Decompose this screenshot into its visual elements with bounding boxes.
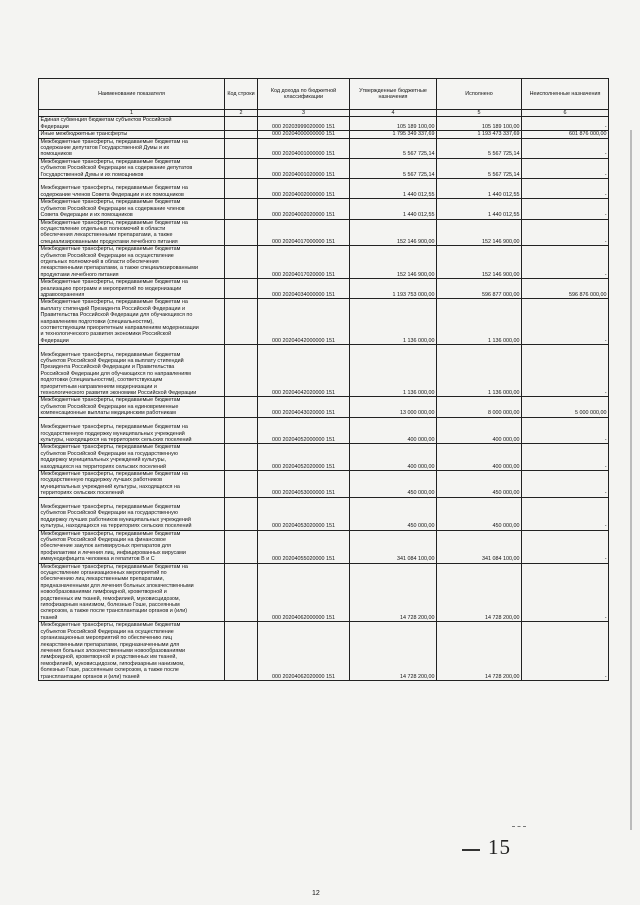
cell-code: 000 20204002020000 151 [258, 199, 350, 219]
header-executed: Исполнено [437, 79, 522, 110]
cell-code: 000 20204042020000 151 [258, 345, 350, 397]
cell-name: Единая субвенция бюджетам субъектов Российской Федерации [39, 117, 225, 131]
cell-executed: 152 146 900,00 [437, 246, 522, 279]
cell-unexecuted: - [522, 470, 609, 497]
cell-line [225, 345, 258, 397]
cell-approved: 5 567 725,14 [350, 138, 437, 158]
cell-approved: 400 000,00 [350, 444, 437, 471]
table-row [39, 131, 609, 138]
cell-executed: 450 000,00 [437, 470, 522, 497]
cell-code: 000 20204017000000 151 [258, 219, 350, 246]
cell-unexecuted: - [522, 417, 609, 444]
cell-code: 000 20204034000000 151 [258, 279, 350, 299]
cell-executed: 341 084 100,00 [437, 530, 522, 563]
table-row [39, 444, 609, 471]
cell-unexecuted: 5 000 000,00 [522, 397, 609, 417]
table-row [39, 219, 609, 246]
cell-name: Межбюджетные трансферты, передаваемые бюджетам на содержание депутатов Государственной Думы и их помощников [39, 138, 225, 158]
cell-approved: 152 146 900,00 [350, 219, 437, 246]
cell-name: Межбюджетные трансферты, передаваемые бюджетам субъектов Российской Федерации на выплату стипендий Президента Российской Федерации и Правительства Российской Федерации для обучающихся по направлениям подготовки (специальностям), соответствующим приоритетным направлениям модернизации и технологического развития экономики Российской Федерации [39, 345, 225, 397]
cell-code: 000 20204001000000 151 [258, 138, 350, 158]
cell-name: Межбюджетные трансферты, передаваемые бюджетам субъектов Российской Федерации на единовременные компенсационные выплаты медицинским работникам [39, 397, 225, 417]
table-row [39, 117, 609, 131]
page-edge-line [630, 130, 632, 830]
cell-line [225, 246, 258, 279]
cell-approved: 105 189 100,00 [350, 117, 437, 131]
table-row [39, 158, 609, 178]
cell-name: Межбюджетные трансферты, передаваемые бюджетам субъектов Российской Федерации на государственную поддержку муниципальных учреждений культуры, находящихся на территориях сельских поселений [39, 444, 225, 471]
cell-executed: 1 440 012,55 [437, 199, 522, 219]
budget-report-table [38, 78, 609, 681]
page-number: 12 [312, 890, 320, 897]
header-row [39, 79, 609, 110]
cell-unexecuted: - [522, 444, 609, 471]
cell-code: 000 20204062020000 151 [258, 622, 350, 681]
cell-unexecuted: - [522, 563, 609, 622]
cell-executed: 400 000,00 [437, 444, 522, 471]
cell-line [225, 417, 258, 444]
cell-executed: 8 000 000,00 [437, 397, 522, 417]
cell-executed: 14 728 200,00 [437, 563, 522, 622]
cell-line [225, 279, 258, 299]
cell-executed: 1 136 000,00 [437, 345, 522, 397]
cell-approved: 1 440 012,55 [350, 199, 437, 219]
cell-line [225, 138, 258, 158]
cell-code: 000 20204053020000 151 [258, 497, 350, 530]
column-number: 4 [350, 110, 437, 117]
cell-approved: 450 000,00 [350, 470, 437, 497]
cell-approved: 341 084 100,00 [350, 530, 437, 563]
cell-line [225, 397, 258, 417]
table-row [39, 622, 609, 681]
cell-unexecuted: - [522, 345, 609, 397]
cell-executed: 152 146 900,00 [437, 219, 522, 246]
table-row [39, 299, 609, 345]
cell-unexecuted: - [522, 138, 609, 158]
cell-code: 000 20204017020000 151 [258, 246, 350, 279]
table-row [39, 345, 609, 397]
cell-unexecuted: - [522, 199, 609, 219]
cell-name: Межбюджетные трансферты, передаваемые бюджетам субъектов Российской Федерации на содержание членов Совета Федерации и их помощников [39, 199, 225, 219]
cell-approved: 1 440 012,55 [350, 179, 437, 199]
cell-unexecuted: - [522, 530, 609, 563]
cell-code: 000 20203999020000 151 [258, 117, 350, 131]
cell-approved: 1 136 000,00 [350, 345, 437, 397]
cell-line [225, 563, 258, 622]
cell-name: Межбюджетные трансферты, передаваемые бюджетам на государственную поддержку лучших работников муниципальных учреждений культуры, находящихся на территориях сельских поселений [39, 470, 225, 497]
cell-line [225, 622, 258, 681]
cell-name: Межбюджетные трансферты, передаваемые бюджетам субъектов Российской Федерации на содержание депутатов Государственной Думы и их помощников [39, 158, 225, 178]
stamp-marks [512, 826, 526, 828]
cell-executed: 1 136 000,00 [437, 299, 522, 345]
table-header [39, 79, 609, 117]
cell-code: 000 20204055020000 151 [258, 530, 350, 563]
header-indicator-name: Наименование показателя [39, 79, 225, 110]
cell-executed: 596 877 000,00 [437, 279, 522, 299]
cell-line [225, 179, 258, 199]
cell-code: 000 20204042000000 151 [258, 299, 350, 345]
cell-approved: 14 728 200,00 [350, 563, 437, 622]
header-approved: Утвержденные бюджетные назначения [350, 79, 437, 110]
cell-executed: 400 000,00 [437, 417, 522, 444]
cell-name: Иные межбюджетные трансферты [39, 131, 225, 138]
cell-line [225, 117, 258, 131]
cell-approved: 5 567 725,14 [350, 158, 437, 178]
cell-unexecuted: - [522, 179, 609, 199]
cell-approved: 1 136 000,00 [350, 299, 437, 345]
handwritten-page-stamp: 15 [488, 835, 511, 859]
cell-line [225, 158, 258, 178]
cell-line [225, 497, 258, 530]
cell-name: Межбюджетные трансферты, передаваемые бюджетам на осуществление отдельных полномочий в области обеспечения лекарственными препаратами, а также специализированными продуктами лечебного питания [39, 219, 225, 246]
cell-approved: 1 795 349 337,69 [350, 131, 437, 138]
cell-unexecuted: - [522, 158, 609, 178]
cell-executed: 1 193 473 337,69 [437, 131, 522, 138]
column-number: 2 [225, 110, 258, 117]
cell-line [225, 299, 258, 345]
column-number: 3 [258, 110, 350, 117]
cell-unexecuted: - [522, 299, 609, 345]
cell-code: 000 20204001020000 151 [258, 158, 350, 178]
table-row [39, 279, 609, 299]
cell-line [225, 444, 258, 471]
cell-name: Межбюджетные трансферты, передаваемые бюджетам на государственную поддержку муниципальных учреждений культуры, находящихся на территориях сельских поселений [39, 417, 225, 444]
cell-approved: 13 000 000,00 [350, 397, 437, 417]
cell-approved: 152 146 900,00 [350, 246, 437, 279]
cell-approved: 14 728 200,00 [350, 622, 437, 681]
cell-name: Межбюджетные трансферты, передаваемые бюджетам на выплату стипендий Президента Российской Федерации и Правительства Российской Федерации для обучающихся по направлениям подготовки (специальностям), соответствующим приоритетным направлениям модернизации и технологического развития экономики Российской Федерации [39, 299, 225, 345]
cell-approved: 1 193 753 000,00 [350, 279, 437, 299]
table-row [39, 199, 609, 219]
table-row [39, 530, 609, 563]
cell-unexecuted: - [522, 246, 609, 279]
cell-name: Межбюджетные трансферты, передаваемые бюджетам субъектов Российской Федерации на государственную поддержку лучших работников муниципальных учреждений культуры, находящихся на территориях сельских поселений [39, 497, 225, 530]
cell-line [225, 470, 258, 497]
cell-line [225, 199, 258, 219]
header-line-code: Код строки [225, 79, 258, 110]
column-number: 5 [437, 110, 522, 117]
table-row [39, 417, 609, 444]
cell-code: 000 20204002000000 151 [258, 179, 350, 199]
cell-unexecuted: 596 876 000,00 [522, 279, 609, 299]
table-row [39, 470, 609, 497]
table-row [39, 138, 609, 158]
cell-unexecuted: - [522, 117, 609, 131]
column-number: 1 [39, 110, 225, 117]
cell-code: 000 20204053000000 151 [258, 470, 350, 497]
cell-executed: 5 567 725,14 [437, 158, 522, 178]
cell-unexecuted: - [522, 219, 609, 246]
stamp-dash [462, 849, 480, 851]
table-body [39, 117, 609, 681]
cell-line [225, 219, 258, 246]
cell-approved: 400 000,00 [350, 417, 437, 444]
table-row [39, 246, 609, 279]
cell-line [225, 131, 258, 138]
table-row [39, 397, 609, 417]
cell-unexecuted: - [522, 622, 609, 681]
cell-name: Межбюджетные трансферты, передаваемые бюджетам на осуществление организационных мероприятий по обеспечению лиц лекарственными препаратами, предназначенными для лечения больных злокачественными новообразованиями лимфоидной, кроветворной и родственных им тканей, гемофилией, муковисцидозом, гипофизарным нанизмом, болезнью Гоше, рассеянным склерозом, а также после трансплантации органов и (или) тканей [39, 563, 225, 622]
cell-approved: 450 000,00 [350, 497, 437, 530]
cell-executed: 5 567 725,14 [437, 138, 522, 158]
cell-executed: 14 728 200,00 [437, 622, 522, 681]
cell-name: Межбюджетные трансферты, передаваемые бюджетам субъектов Российской Федерации на финансовое обеспечение закупок антивирусных препаратов для профилактики и лечения лиц, инфицированных вирусами иммунодефицита человека и гепатитов B и C [39, 530, 225, 563]
table-row [39, 563, 609, 622]
header-income-code: Код дохода по бюджетной классификации [258, 79, 350, 110]
cell-code: 000 20204043020000 151 [258, 397, 350, 417]
table-row [39, 179, 609, 199]
cell-code: 000 20204000000000 151 [258, 131, 350, 138]
cell-name: Межбюджетные трансферты, передаваемые бюджетам субъектов Российской Федерации на осуществление организационных мероприятий по обеспечению лиц лекарственными препаратами, предназначенными для лечения больных злокачественными новообразованиями лимфоидной, кроветворной и родственных им тканей, гемофилией, муковисцидозом, гипофизарным нанизмом, болезнью Гоше, рассеянным склерозом, а также после трансплантации органов и (или) тканей [39, 622, 225, 681]
cell-line [225, 530, 258, 563]
cell-unexecuted: 601 876 000,00 [522, 131, 609, 138]
cell-code: 000 20204062000000 151 [258, 563, 350, 622]
header-unexecuted: Неисполненные назначения [522, 79, 609, 110]
cell-code: 000 20204052020000 151 [258, 444, 350, 471]
column-number-row [39, 110, 609, 117]
cell-code: 000 20204052000000 151 [258, 417, 350, 444]
cell-unexecuted: - [522, 497, 609, 530]
table-row [39, 497, 609, 530]
cell-executed: 450 000,00 [437, 497, 522, 530]
column-number: 6 [522, 110, 609, 117]
cell-name: Межбюджетные трансферты, передаваемые бюджетам на содержание членов Совета Федерации и их помощников [39, 179, 225, 199]
cell-executed: 1 440 012,55 [437, 179, 522, 199]
cell-executed: 105 189 100,00 [437, 117, 522, 131]
cell-name: Межбюджетные трансферты, передаваемые бюджетам на реализацию программ и мероприятий по модернизации здравоохранения [39, 279, 225, 299]
cell-name: Межбюджетные трансферты, передаваемые бюджетам субъектов Российской Федерации на осуществление отдельных полномочий в области обеспечения лекарственными препаратами, а также специализированными продуктами лечебного питания [39, 246, 225, 279]
